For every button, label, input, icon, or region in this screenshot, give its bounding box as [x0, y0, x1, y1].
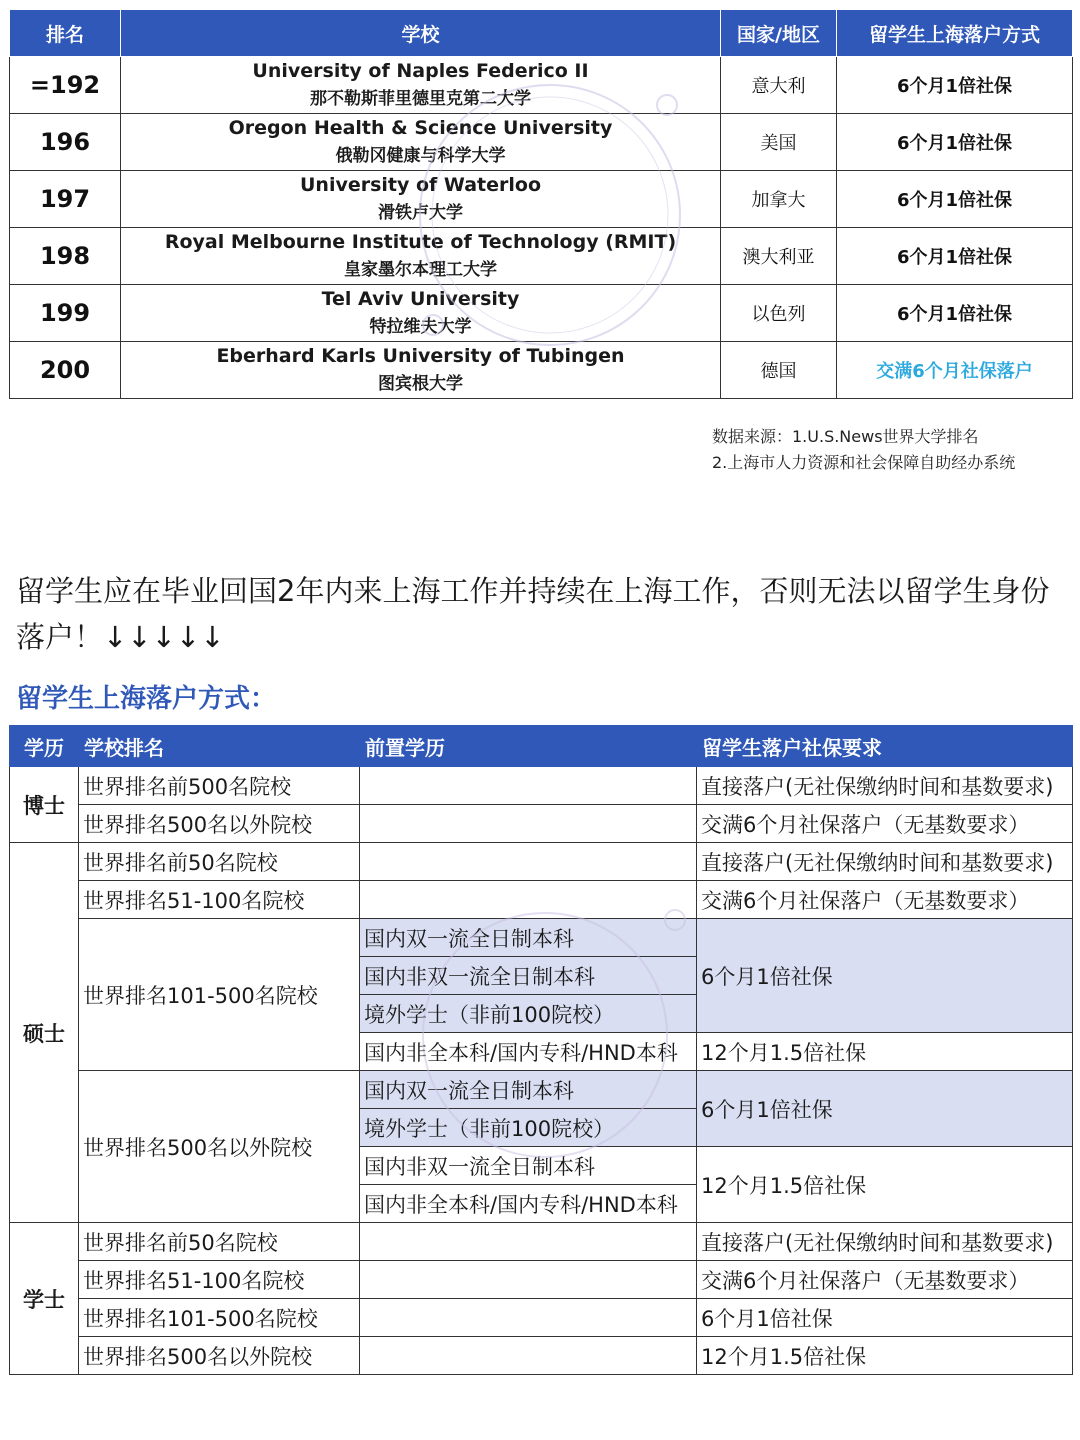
prior-cell: 境外学士（非前100院校） — [360, 1109, 697, 1147]
prior-cell — [360, 1261, 697, 1299]
degree-master: 硕士 — [10, 843, 79, 1223]
table-row — [10, 114, 1073, 171]
source-line-2: 2.上海市人力资源和社会保障自助经办系统 — [712, 453, 1016, 472]
rank-cell: 197 — [10, 171, 121, 228]
country-cell: 意大利 — [721, 57, 837, 114]
method-cell: 6个月1倍社保 — [837, 114, 1073, 171]
school-rank-cell: 世界排名500名以外院校 — [79, 1337, 360, 1375]
table-row — [10, 843, 1073, 881]
requirement-cell: 直接落户(无社保缴纳时间和基数要求) — [697, 843, 1073, 881]
school-rank-cell: 世界排名前50名院校 — [79, 843, 360, 881]
rank-cell: 198 — [10, 228, 121, 285]
school-rank-cell: 世界排名101-500名院校 — [79, 919, 360, 1071]
country-cell: 加拿大 — [721, 171, 837, 228]
method-cell: 6个月1倍社保 — [837, 228, 1073, 285]
method-cell: 6个月1倍社保 — [837, 57, 1073, 114]
school-cell — [121, 342, 721, 399]
prior-cell — [360, 767, 697, 805]
school-rank-cell: 世界排名前500名院校 — [79, 767, 360, 805]
policy-header-row — [10, 726, 1073, 767]
school-name-en: Royal Melbourne Institute of Technology (RMIT) — [164, 231, 677, 253]
table-row — [10, 805, 1073, 843]
rank-cell: 196 — [10, 114, 121, 171]
prior-cell: 国内非双一流全日制本科 — [360, 957, 697, 995]
header-degree: 学历 — [10, 726, 79, 767]
table-row — [10, 57, 1073, 114]
requirement-cell: 6个月1倍社保 — [697, 1299, 1073, 1337]
table-row — [10, 919, 1073, 957]
source-line-1: 数据来源：1.U.S.News世界大学排名 — [712, 427, 979, 446]
school-name-cn: 图宾根大学 — [378, 374, 463, 394]
section-title: 留学生上海落户方式： — [16, 684, 277, 714]
degree-phd: 博士 — [10, 767, 79, 843]
table-row — [10, 1299, 1073, 1337]
table-row — [10, 171, 1073, 228]
policy-table — [9, 725, 1073, 1375]
country-cell: 美国 — [721, 114, 837, 171]
school-name-en: University of Naples Federico II — [252, 60, 589, 82]
header-requirement: 留学生落户社保要求 — [697, 726, 1073, 767]
ranking-table — [9, 9, 1073, 399]
rank-cell: =192 — [10, 57, 121, 114]
school-rank-cell: 世界排名51-100名院校 — [79, 1261, 360, 1299]
school-rank-cell: 世界排名前50名院校 — [79, 1223, 360, 1261]
prior-cell: 国内非双一流全日制本科 — [360, 1147, 697, 1185]
requirement-cell: 12个月1.5倍社保 — [697, 1337, 1073, 1375]
ranking-header-row — [10, 10, 1073, 57]
prior-cell: 国内双一流全日制本科 — [360, 1071, 697, 1109]
school-name-cn: 俄勒冈健康与科学大学 — [335, 146, 506, 166]
table-row — [10, 1337, 1073, 1375]
school-name-cn: 那不勒斯菲里德里克第二大学 — [310, 89, 531, 109]
method-cell: 6个月1倍社保 — [837, 285, 1073, 342]
school-cell — [121, 228, 721, 285]
prior-cell: 国内双一流全日制本科 — [360, 919, 697, 957]
header-school-rank: 学校排名 — [79, 726, 360, 767]
requirement-cell: 交满6个月社保落户（无基数要求） — [697, 805, 1073, 843]
country-cell: 澳大利亚 — [721, 228, 837, 285]
header-country: 国家/地区 — [721, 10, 837, 57]
header-rank: 排名 — [10, 10, 121, 57]
school-rank-cell: 世界排名101-500名院校 — [79, 1299, 360, 1337]
prior-cell — [360, 843, 697, 881]
school-name-en: Tel Aviv University — [321, 288, 520, 310]
school-rank-cell: 世界排名500名以外院校 — [79, 805, 360, 843]
prior-cell: 国内非全本科/国内专科/HND本科 — [360, 1185, 697, 1223]
country-cell: 德国 — [721, 342, 837, 399]
school-name-en: University of Waterloo — [299, 174, 541, 196]
notice-text: 留学生应在毕业回国2年内来上海工作并持续在上海工作，否则无法以留学生身份落户！↓↓↓↓↓ — [16, 574, 1050, 654]
school-cell — [121, 171, 721, 228]
rank-cell: 199 — [10, 285, 121, 342]
requirement-cell: 6个月1倍社保 — [697, 1071, 1073, 1147]
requirement-cell: 12个月1.5倍社保 — [697, 1033, 1073, 1071]
school-rank-cell: 世界排名51-100名院校 — [79, 881, 360, 919]
school-rank-cell: 世界排名500名以外院校 — [79, 1071, 360, 1223]
requirement-cell: 直接落户(无社保缴纳时间和基数要求) — [697, 767, 1073, 805]
table-row — [10, 1223, 1073, 1261]
school-cell — [121, 114, 721, 171]
prior-cell — [360, 881, 697, 919]
prior-cell — [360, 1337, 697, 1375]
data-source — [712, 424, 1015, 476]
school-name-cn: 滑铁卢大学 — [378, 203, 463, 223]
table-row — [10, 881, 1073, 919]
table-row — [10, 285, 1073, 342]
school-name-en: Eberhard Karls University of Tubingen — [216, 345, 625, 367]
country-cell: 以色列 — [721, 285, 837, 342]
prior-cell: 境外学士（非前100院校） — [360, 995, 697, 1033]
header-prior-degree: 前置学历 — [360, 726, 697, 767]
table-row — [10, 342, 1073, 399]
header-school: 学校 — [121, 10, 721, 57]
school-name-cn: 皇家墨尔本理工大学 — [344, 260, 497, 280]
method-cell-highlight: 交满6个月社保落户 — [837, 342, 1073, 399]
school-name-cn: 特拉维夫大学 — [369, 317, 472, 337]
requirement-cell: 直接落户(无社保缴纳时间和基数要求) — [697, 1223, 1073, 1261]
table-row — [10, 1261, 1073, 1299]
prior-cell — [360, 1223, 697, 1261]
prior-cell: 国内非全本科/国内专科/HND本科 — [360, 1033, 697, 1071]
table-row — [10, 228, 1073, 285]
prior-cell — [360, 805, 697, 843]
prior-cell — [360, 1299, 697, 1337]
requirement-cell: 交满6个月社保落户（无基数要求） — [697, 881, 1073, 919]
school-cell — [121, 285, 721, 342]
requirement-cell: 12个月1.5倍社保 — [697, 1147, 1073, 1223]
requirement-cell: 6个月1倍社保 — [697, 919, 1073, 1033]
table-row — [10, 767, 1073, 805]
school-name-en: Oregon Health & Science University — [228, 117, 613, 139]
header-method: 留学生上海落户方式 — [837, 10, 1073, 57]
method-cell: 6个月1倍社保 — [837, 171, 1073, 228]
requirement-cell: 交满6个月社保落户（无基数要求） — [697, 1261, 1073, 1299]
school-cell — [121, 57, 721, 114]
rank-cell: 200 — [10, 342, 121, 399]
table-row — [10, 1071, 1073, 1109]
degree-bachelor: 学士 — [10, 1223, 79, 1375]
